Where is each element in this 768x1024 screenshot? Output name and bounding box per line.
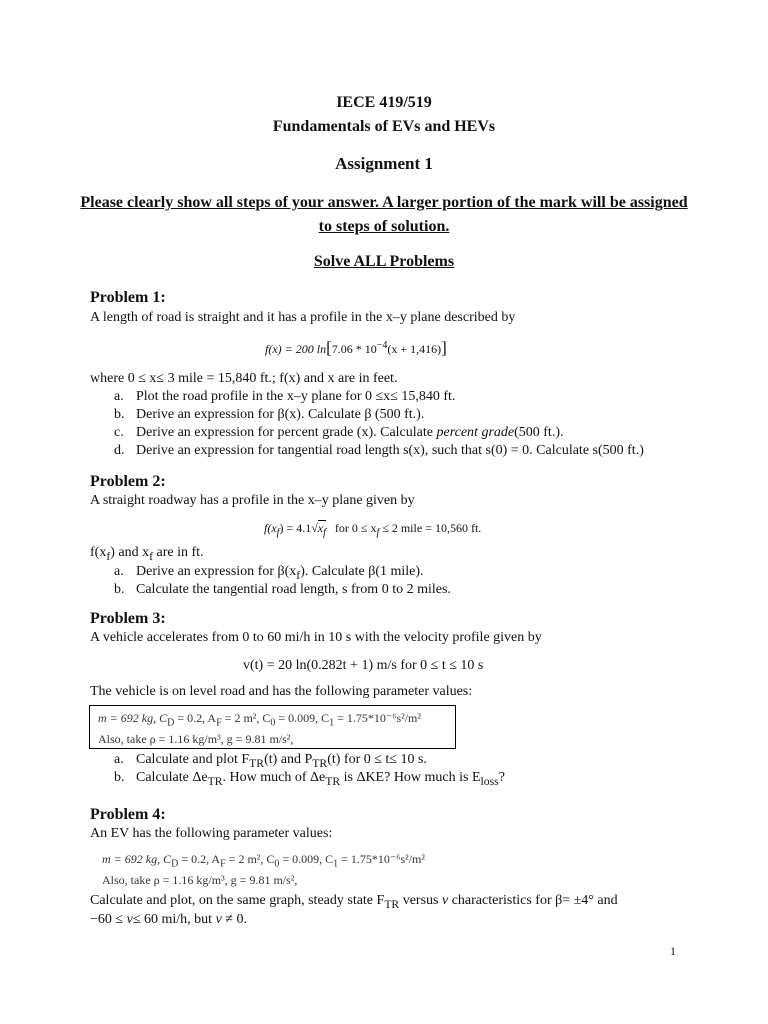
problem-3-param-line-2: Also, take ρ = 1.16 kg/m³, g = 9.81 m/s², xyxy=(98,732,294,747)
course-code: IECE 419/519 xyxy=(336,94,432,111)
problem-2-heading: Problem 2: xyxy=(90,473,166,490)
problem-3-equation: v(t) = 20 ln(0.282t + 1) m/s for 0 ≤ t ≤ 10 s xyxy=(243,658,484,673)
problem-1-where: where 0 ≤ x≤ 3 mile = 15,840 ft.; f(x) and x are in feet. xyxy=(90,371,398,386)
instruction-text: Please clearly show all steps of your answer. A larger portion of the mark will be assigned to steps of solution. xyxy=(80,194,688,235)
problem-1-item-a: a. Plot the road profile in the x–y plane for 0 ≤x≤ 15,840 ft. xyxy=(114,389,456,404)
eq-lhs: f(x) = 200 ln xyxy=(265,342,327,356)
problem-4-calc-line-2: −60 ≤ v≤ 60 mi/h, but v ≠ 0. xyxy=(90,912,247,927)
problem-2-units: $f(x_f)$ and $x_f$ are in ft. xyxy=(90,545,204,563)
eq-exp: −4 xyxy=(376,340,388,351)
page-number: 1 xyxy=(670,944,676,958)
eq-tail: (x + 1,416) xyxy=(387,342,442,356)
problem-3-level: The vehicle is on level road and has the following parameter values: xyxy=(90,684,473,699)
problem-3-item-a: a. Calculate and plot $F_{TR}(t)$ and $P_{TR}(t)$ for 0 ≤ t≤ 10 s. xyxy=(114,752,427,770)
problem-1-item-d: d. Derive an expression for tangential road length s(x), such that s(0) = 0. Calculate s(500 ft.) xyxy=(114,443,644,458)
problem-3-heading: Problem 3: xyxy=(90,610,166,627)
eq-inner: 7.06 * 10 xyxy=(331,342,377,356)
problem-1-equation: f(x) = 200 $\ln[7.06 * 10^{-4}(x + 1,416)]$ xyxy=(265,338,447,357)
course-title: Fundamentals of EVs and HEVs xyxy=(272,118,496,135)
problem-4-heading: Problem 4: xyxy=(90,806,166,823)
problem-4-parameters xyxy=(102,851,425,889)
problem-3-param-line-1: m = 692 kg, $C_D = 0.2$, $A_F = 2$ m², $C_0 = 0.009$, $C_1 = 1.75*10^{-6}s^2/m^2$ xyxy=(98,711,421,729)
problem-4-calc-line-1: Calculate and plot, on the same graph, steady state $F_{TR}$ versus v characteristics for β= ±4° and xyxy=(90,893,618,911)
problem-1-intro: A length of road is straight and it has a profile in the x–y plane described by xyxy=(90,310,516,325)
problem-1-heading: Problem 1: xyxy=(90,289,166,306)
problem-2-equation: $f(x_f) = 4.1√x_f$ for $0 \le x_f \le 2$ mile = 10,560 ft. xyxy=(264,521,482,539)
problem-2-intro: A straight roadway has a profile in the x–y plane given by xyxy=(90,493,415,508)
assignment-title: Assignment 1 xyxy=(335,154,433,173)
problem-1-item-c: c. Derive an expression for percent grade (x). Calculate percent grade(500 ft.). xyxy=(114,425,564,440)
problem-3-parameter-box xyxy=(89,705,456,749)
problem-2-item-a: a. Derive an expression for $\beta(x_f)$. Calculate β(1 mile). xyxy=(114,564,424,582)
problem-3-intro: A vehicle accelerates from 0 to 60 mi/h in 10 s with the velocity profile given by xyxy=(90,630,542,645)
problem-2-item-b: b. Calculate the tangential road length, s from 0 to 2 miles. xyxy=(114,582,451,597)
problem-4-param-line-2: Also, take ρ = 1.16 kg/m³, g = 9.81 m/s², xyxy=(102,873,298,888)
problem-4-intro: An EV has the following parameter values: xyxy=(90,826,333,841)
problem-4-param-line-1: m = 692 kg, $C_D = 0.2$, $A_F = 2$ m², $C_0 = 0.009$, $C_1 = 1.75*10^{-6}s^2/m^2$ xyxy=(102,852,425,870)
solve-all-heading: Solve ALL Problems xyxy=(313,253,455,270)
problem-3-item-b: b. Calculate $\Delta e_{TR}$. How much of $\Delta e_{TR}$ is ΔKE? How much is $E_{loss}$? xyxy=(114,770,505,788)
problem-1-item-b: b. Derive an expression for β(x). Calculate β (500 ft.). xyxy=(114,407,425,422)
